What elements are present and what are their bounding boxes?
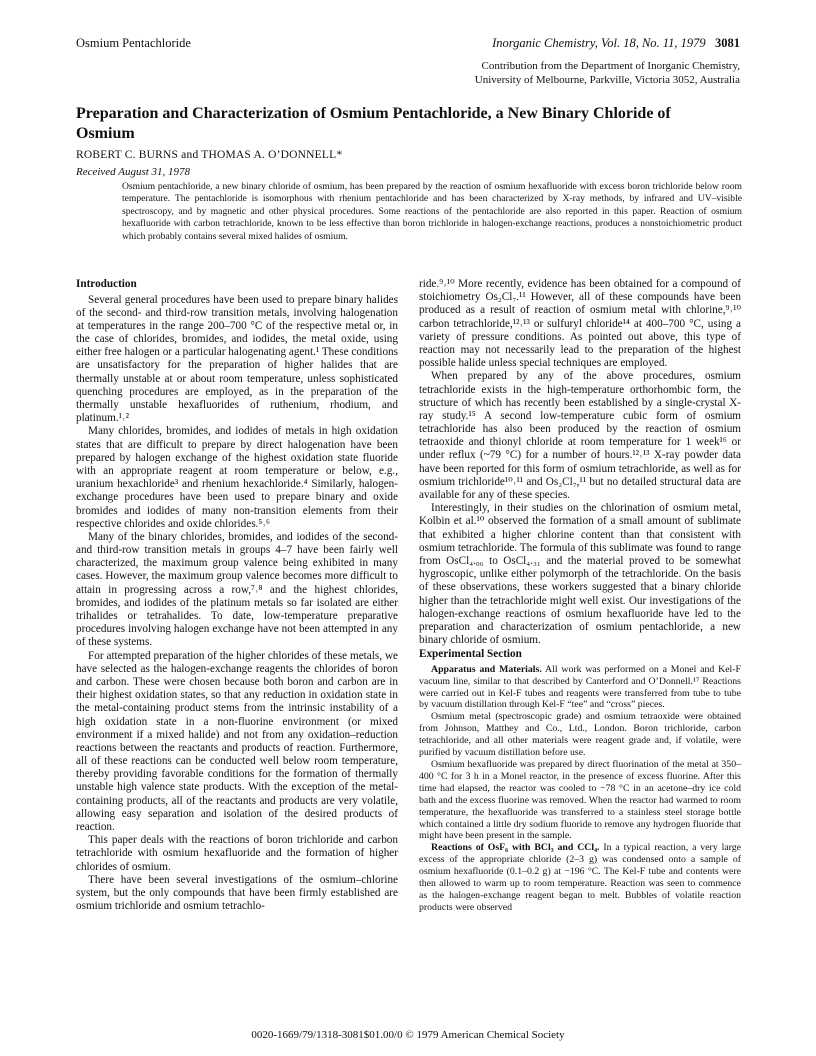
running-title: Osmium Pentachloride — [76, 36, 191, 50]
run-in-heading: Reactions of OsF₆ with BCl₃ and CCl₄. — [431, 842, 600, 854]
journal-name: Inorganic Chemistry, Vol. 18, No. 11, 1979 — [492, 36, 706, 50]
article-title: Preparation and Characterization of Osmium Pentachloride, a New Binary Chloride of Osmium — [76, 105, 671, 142]
left-column — [76, 278, 398, 913]
abstract: Osmium pentachloride, a new binary chloride of osmium, has been prepared by the reaction of osmium hexafluoride with excess boron trichloride below room temperature. The pentachloride is isomorphous with rhenium pentachloride and has been characterized by X-ray methods, by infrared and UV–visible spectroscopy, and by magnetic and other physical procedures. Some reactions of the pentachloride are also reported in this paper. Reaction of osmium hexafluoride with carbon tetrachloride, known to be less effective than boron trichloride in halogen-exchange reactions, produces a nonstoichiometric product which probably contains several mixed halides of osmium. — [122, 181, 742, 242]
paragraph: When prepared by any of the above procedures, osmium tetrachloride exists in the high-temperature orthorhombic form, the structure of which has recently been established by a single-crystal X-ray study.¹⁵ A second low-temperature cubic form of osmium tetrachloride has also been produced by the reaction of osmium tetraoxide and thionyl chloride at room temperature for 1 week¹⁶ or under reflux (~79 °C) for a number of hours.¹²˒¹³ X-ray powder data have been reported for this form of osmium tetrachloride, as well as for osmium trichloride¹⁰˒¹¹ and Os₂Cl₇,¹¹ but no detailed structural data are available for any of these species. — [419, 370, 741, 501]
paragraph: Many of the binary chlorides, bromides, and iodides of the second- and third-row transition metals in groups 4–7 have been fairly well characterized, the maximum group valence being exhibited in many cases. However, the maximum group valence becomes more difficult to attain in progressing across a row,⁷˒⁸ and the highest chlorides, bromides, and iodides of the platinum metals so far isolated are either trihalides or tetrahalides. To date, low-temperature preparative procedures involving halogen exchange have not been attempted in any of these systems. — [76, 530, 398, 649]
paragraph: Several general procedures have been used to prepare binary halides of the second- and third-row transition metals, involving halogenation at temperatures in the range 200–700 °C of the respective metal or, in the case of chlorides, bromides, and iodides, the metal oxide, using either free halogen or a particular halogenating agent.¹ These conditions are unsatisfactory for the preparation of higher halides that are thermally unstable at or about room temperature, unless sophisticated quenching procedures are employed, as in the preparation of the thermally unstable hexafluorides of ruthenium, rhodium, and platinum.¹˒² — [76, 293, 398, 425]
journal-citation — [492, 36, 740, 51]
contribution-line-1: Contribution from the Department of Inorganic Chemistry, — [481, 60, 740, 72]
article-authors: ROBERT C. BURNS and THOMAS A. O’DONNELL* — [76, 149, 343, 161]
paragraph: For attempted preparation of the higher chlorides of these metals, we have selected as the halogen-exchange reagents the chlorides of boron and carbon. These were chosen because both boron and carbon are in their highest oxidation states, so that any reduction in oxidation state in the metal-containing product stems from the intrinsic instability of a high oxidation state in a non-fluorine environment (or mixed environment if a mixed halide) and not from any oxidation–reduction reactions between the reactants and products of reaction. Furthermore, all of these reactions can be conducted well below room temperature, thereby providing favorable conditions for the formation of thermally unstable high valence state products. With the exception of the metal-containing products, all of the reactants and products are very volatile, allowing easy separation and isolation of the desired products of reaction. — [76, 649, 398, 833]
paragraph — [419, 842, 741, 913]
run-in-heading: Apparatus and Materials. — [431, 663, 542, 675]
contribution-affiliation — [320, 60, 740, 87]
right-column — [419, 278, 741, 914]
paragraph: This paper deals with the reactions of boron trichloride and carbon tetrachloride with osmium hexafluoride and the formation of higher chlorides of osmium. — [76, 834, 398, 873]
experimental-heading: Experimental Section — [419, 648, 522, 661]
introduction-heading: Introduction — [76, 278, 137, 290]
paragraph — [419, 664, 741, 712]
footer-copyright: 0020-1669/79/1318-3081$01.00/0 © 1979 American Chemical Society — [251, 1029, 565, 1041]
contribution-line-2: University of Melbourne, Parkville, Victoria 3052, Australia — [474, 73, 740, 86]
paragraph: Osmium metal (spectroscopic grade) and osmium tetraoxide were obtained from Johnson, Matthey and Co., Ltd., London. Boron trichloride, carbon tetrachloride, and all other materials were reagent grade and, if volatile, were purified by vacuum distillation before use. — [419, 711, 741, 759]
paragraph-text: In a typical reaction, a very large excess of the appropriate chloride (2–3 g) was condensed onto a sample of osmium hexafluoride (0.1–0.2 g) at −196 °C. The Kel-F tube and contents were then allowed to warm up to room temperature. Reaction was seen to commence as the halogen-exchange reagent began to melt. Bubbles of volatile reaction products were observed — [419, 842, 742, 913]
paragraph: Many chlorides, bromides, and iodides of metals in high oxidation states that are difficult to prepare by direct halogenation have been prepared by halogen exchange of the highest oxidation state fluoride with an appropriate reagent at room temperature or below, e.g., uranium hexachloride³ and rhenium hexachloride.⁴ Similarly, halogen-exchange procedures have been used to prepare binary and oxide bromides and iodides of many non-transition elements from their respective chlorides and oxide chlorides.⁵˒⁶ — [76, 425, 398, 530]
paragraph: ride.⁹˒¹⁰ More recently, evidence has been obtained for a compound of stoichiometry Os₂Cl₇.¹¹ However, all of these compounds have been produced as a result of reaction of osmium metal with chlorine,⁹˒¹⁰ carbon tetrachloride,¹²˒¹³ or sulfuryl chloride¹⁴ at 400–700 °C, using a variety of pressure conditions. As pointed out above, this type of reaction may not necessarily lead to the preparation of the highest possible halide unless special techniques are employed. — [419, 278, 741, 370]
paragraph: Osmium hexafluoride was prepared by direct fluorination of the metal at 350–400 °C for 3 h in a Monel reactor, in the presence of excess fluorine. After this time had elapsed, the reactor was cooled to −78 °C in an acetone–dry ice cold bath and the excess fluorine was removed. When the reactor had warmed to room temperature, the hexafluoride was transferred to a stainless steel storage bottle which contained a little dry sodium fluoride to remove any hydrogen fluoride that might have been present in the sample. — [419, 759, 741, 842]
paragraph: Interestingly, in their studies on the chlorination of osmium metal, Kolbin et al.¹⁰ observed the formation of a small amount of sublimate that exhibited a higher chlorine content than that consistent with osmium tetrachloride. The formula of this sublimate was found to range from OsCl₄.₀₆ to OsCl₄.₃₁ and the material proved to be somewhat hygroscopic, unlike either polymorph of the tetrachloride. On the basis of these observations, these workers suggested that a binary chloride higher than the tetrachloride might well exist. Our investigations of the halogen-exchange reactions of osmium hexafluoride have led to the preparation and characterization of osmium pentachloride, a new binary chloride of osmium. — [419, 502, 741, 647]
received-date: Received August 31, 1978 — [76, 166, 191, 178]
paragraph: There have been several investigations of the osmium–chlorine system, but the only compounds that have been firmly established are osmium trichloride and osmium tetrachlo- — [76, 873, 398, 913]
paragraph-text: All work was performed on a Monel and Kel-F vacuum line, similar to that described by Canterford and O’Donnell.¹⁷ Reactions were carried out in Kel-F tubes and reagents were transferred from tube to tube by vacuum distillation through Kel-F “tee” and “cross” pieces. — [419, 663, 741, 711]
page-number: 3081 — [715, 36, 740, 50]
